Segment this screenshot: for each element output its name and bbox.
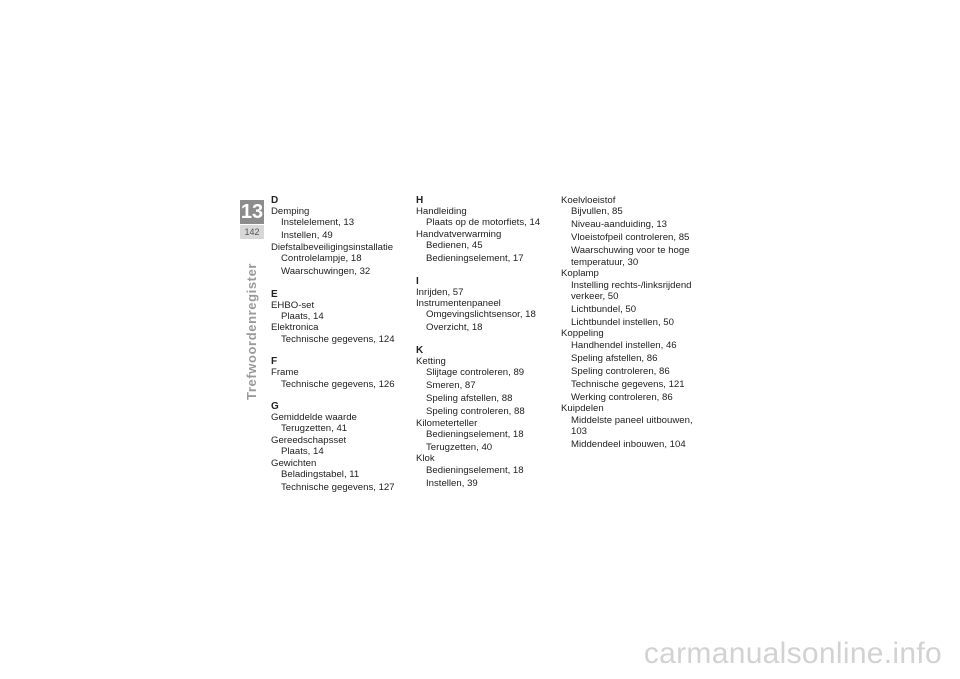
index-subentry: Handhendel instellen, 46: [571, 339, 677, 351]
index-entry: [416, 298, 551, 334]
index-subentry: Instelelement, 13: [281, 217, 355, 229]
index-subentry: Technische gegevens, 127: [281, 482, 395, 494]
index-entry: [561, 195, 696, 268]
index-subentry: Lichtbundel instellen, 50: [571, 317, 674, 329]
chapter-number: 13: [240, 201, 264, 223]
index-term: Frame: [271, 367, 299, 379]
index-entry: [271, 412, 406, 435]
index-letter: G: [271, 401, 279, 413]
index-term: EHBO-set: [271, 299, 315, 311]
index-term: Kilometerteller: [416, 417, 478, 429]
letter-group: [271, 401, 406, 493]
index-entry: [416, 229, 551, 265]
index-term: Instrumentenpaneel: [416, 298, 501, 310]
index-term: Gemiddelde waarde: [271, 412, 357, 424]
chapter-marker: [240, 200, 264, 240]
letter-group: [416, 276, 551, 334]
index-subentry: Smeren, 87: [426, 380, 476, 392]
index-subentry: Omgevingslichtsensor, 18: [426, 309, 536, 321]
index-entry: [271, 435, 406, 458]
index-subentry: Waarschuwing voor te hoge temperatuur, 30: [571, 245, 690, 268]
index-subentry: Slijtage controleren, 89: [426, 367, 525, 379]
index-column-3: [561, 195, 696, 450]
index-subentry: Vloeistofpeil controleren, 85: [571, 232, 690, 244]
index-term: Gereedschapsset: [271, 434, 347, 446]
index-letter: F: [271, 356, 278, 368]
index-subentry: Terugzetten, 41: [281, 423, 348, 435]
index-subentry: Bijvullen, 85: [571, 206, 623, 218]
index-entry: [271, 458, 406, 494]
letter-group: [561, 195, 696, 450]
index-term: Inrijden, 57: [416, 286, 464, 298]
index-subentry: Speling afstellen, 86: [571, 352, 658, 364]
section-title: Trefwoordenregister: [244, 262, 259, 400]
index-subentry: Middendeel inbouwen, 104: [571, 439, 686, 451]
index-term: Koplamp: [561, 268, 599, 280]
index-column-2: [416, 195, 551, 489]
index-column-1: [271, 195, 406, 494]
index-term: Diefstalbeveiligingsinstallatie: [271, 241, 394, 253]
watermark: carmanualsonline.info: [643, 637, 942, 670]
index-subentry: Controlelampje, 18: [281, 253, 362, 265]
index-entry: [561, 403, 696, 450]
letter-group: [271, 195, 406, 278]
index-subentry: Beladingstabel, 11: [281, 469, 360, 481]
index-term: Gewichten: [271, 457, 317, 469]
index-subentry: Plaats op de motorfiets, 14: [426, 217, 541, 229]
index-term: Ketting: [416, 355, 446, 367]
index-subentry: Technische gegevens, 124: [281, 333, 395, 345]
index-subentry: Plaats, 14: [281, 446, 324, 458]
index-letter: K: [416, 344, 424, 356]
index-subentry: Terugzetten, 40: [426, 442, 493, 454]
index-entry: [561, 268, 696, 328]
index-entry: [271, 322, 406, 345]
index-letter: H: [416, 195, 424, 206]
index-subentry: Bedieningselement, 18: [426, 429, 524, 441]
index-entry: [271, 367, 406, 390]
page-number: 142: [240, 225, 264, 239]
letter-group: [416, 345, 551, 489]
index-subentry: Plaats, 14: [281, 311, 324, 323]
index-subentry: Bedieningselement, 17: [426, 253, 524, 265]
index-subentry: Overzicht, 18: [426, 322, 483, 334]
index-entry: [416, 453, 551, 489]
index-subentry: Speling afstellen, 88: [426, 393, 513, 405]
index-subentry: Technische gegevens, 121: [571, 378, 685, 390]
index-subentry: Niveau-aanduiding, 13: [571, 219, 668, 231]
index-entry: [416, 287, 551, 298]
index-letter: D: [271, 195, 279, 206]
letter-group: [271, 289, 406, 346]
index-entry: [416, 418, 551, 454]
index-term: Koppeling: [561, 328, 604, 340]
index-term: Klok: [416, 453, 435, 465]
index-subentry: Bedieningselement, 18: [426, 464, 524, 476]
index-term: Handleiding: [416, 206, 467, 217]
index-term: Elektronica: [271, 322, 319, 334]
index-subentry: Werking controleren, 86: [571, 391, 673, 403]
index-subentry: Speling controleren, 88: [426, 406, 525, 418]
index-entry: [271, 300, 406, 323]
letter-group: [271, 356, 406, 390]
index-subentry: Waarschuwingen, 32: [281, 266, 371, 278]
index-entry: [271, 206, 406, 242]
index-letter: I: [416, 275, 419, 287]
letter-group: [416, 195, 551, 265]
index-entry: [271, 242, 406, 278]
index-term: Koelvloeistof: [561, 195, 616, 206]
index-subentry: Instellen, 39: [426, 477, 478, 489]
index-subentry: Lichtbundel, 50: [571, 304, 637, 316]
index-subentry: Instelling rechts-/linksrijdend verkeer, 50: [571, 279, 692, 303]
index-term: Handvatverwarming: [416, 228, 502, 240]
index-subentry: Bedienen, 45: [426, 240, 483, 252]
index-term: Kuipdelen: [561, 403, 604, 415]
index-term: Demping: [271, 206, 310, 217]
index-letter: E: [271, 288, 278, 300]
index-subentry: Instellen, 49: [281, 230, 333, 242]
index-entry: [416, 356, 551, 418]
index-subentry: Middelste paneel uitbouwen, 103: [571, 414, 693, 438]
index-subentry: Technische gegevens, 126: [281, 378, 395, 390]
index-entry: [561, 328, 696, 403]
index-entry: [416, 206, 551, 229]
index-subentry: Speling controleren, 86: [571, 365, 670, 377]
